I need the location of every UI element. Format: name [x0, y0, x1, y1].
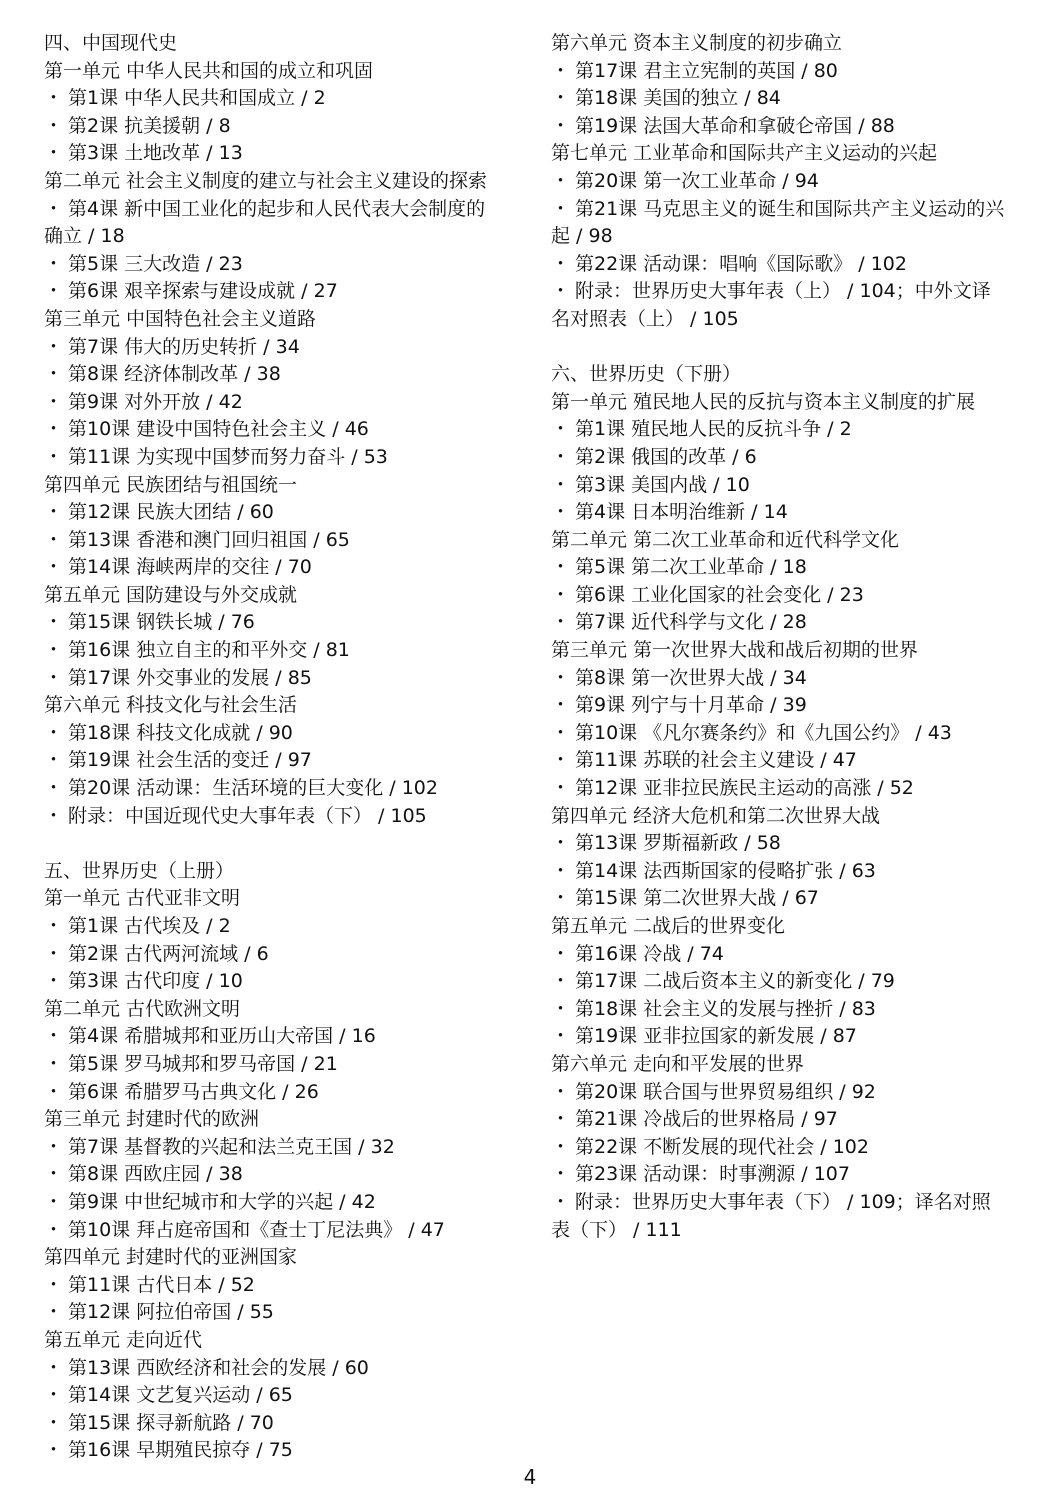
entry-text: 第10课 建设中国特色社会主义 / 46	[68, 418, 369, 441]
lesson-entry	[44, 803, 504, 831]
entry-text: 第13课 香港和澳门回归祖国 / 65	[68, 528, 350, 551]
lesson-entry	[551, 1023, 1013, 1051]
entry-text: 第2课 俄国的改革 / 6	[575, 445, 757, 468]
entry-text: 第14课 法西斯国家的侵略扩张 / 63	[575, 859, 876, 882]
bullet-icon: ・	[551, 280, 571, 303]
unit-heading	[551, 389, 1013, 417]
bullet-icon: ・	[551, 59, 571, 82]
bullet-icon: ・	[44, 1052, 64, 1075]
unit-heading	[44, 306, 504, 334]
unit-heading	[551, 913, 1013, 941]
entry-text: 第4课 日本明治维新 / 14	[575, 501, 788, 524]
lesson-entry	[44, 1161, 504, 1189]
bullet-icon: ・	[551, 832, 571, 855]
bullet-icon: ・	[551, 721, 571, 744]
entry-text: 第18课 美国的独立 / 84	[575, 87, 781, 110]
lesson-entry	[44, 1272, 504, 1300]
lesson-entry	[44, 637, 504, 665]
lesson-entry	[551, 1161, 1013, 1189]
lesson-entry	[44, 747, 504, 775]
entry-text: 第12课 阿拉伯帝国 / 55	[68, 1301, 274, 1324]
entry-text: 第12课 亚非拉民族民主运动的高涨 / 52	[575, 777, 914, 800]
entry-text: 第12课 民族大团结 / 60	[68, 501, 274, 524]
bullet-icon: ・	[44, 114, 64, 137]
unit-heading	[44, 582, 504, 610]
entry-text: 第7课 伟大的历史转折 / 34	[68, 335, 300, 358]
bullet-icon: ・	[44, 142, 64, 165]
lesson-entry	[551, 554, 1013, 582]
entry-text: 第4课 新中国工业化的起步和人民代表大会制度的	[68, 197, 486, 220]
entry-text: 第5课 三大改造 / 23	[68, 252, 243, 275]
lesson-entry	[44, 361, 504, 389]
unit-heading	[551, 30, 1013, 58]
lesson-entry	[551, 113, 1013, 141]
bullet-icon: ・	[551, 666, 571, 689]
lesson-entry	[44, 334, 504, 362]
bullet-icon: ・	[44, 666, 64, 689]
page-number: 4	[523, 1465, 537, 1489]
lesson-entry	[551, 85, 1013, 113]
lesson-entry	[551, 278, 1013, 306]
unit-heading	[44, 168, 504, 196]
entry-text: 第21课 冷战后的世界格局 / 97	[575, 1108, 838, 1131]
bullet-icon: ・	[44, 363, 64, 386]
lesson-entry	[44, 968, 504, 996]
entry-text: 第11课 古代日本 / 52	[68, 1273, 255, 1296]
spacer	[44, 830, 504, 858]
entry-text: 第15课 第二次世界大战 / 67	[575, 887, 819, 910]
bullet-icon: ・	[551, 473, 571, 496]
entry-text: 第11课 苏联的社会主义建设 / 47	[575, 749, 857, 772]
lesson-entry	[44, 140, 504, 168]
entry-text: 第16课 冷战 / 74	[575, 942, 724, 965]
entry-text: 第二单元 第二次工业革命和近代科学文化	[551, 528, 900, 551]
lesson-entry	[44, 775, 504, 803]
bullet-icon: ・	[551, 445, 571, 468]
bullet-icon: ・	[551, 694, 571, 717]
bullet-icon: ・	[44, 1384, 64, 1407]
entry-text: 第一单元 殖民地人民的反抗与资本主义制度的扩展	[551, 390, 976, 413]
bullet-icon: ・	[551, 997, 571, 1020]
entry-text: 第20课 活动课：生活环境的巨大变化 / 102	[68, 777, 438, 800]
entry-text: 第7课 基督教的兴起和法兰克王国 / 32	[68, 1135, 395, 1158]
lesson-entry	[551, 665, 1013, 693]
entry-text: 名对照表（上） / 105	[551, 307, 739, 330]
entry-text: 第18课 社会主义的发展与挫折 / 83	[575, 997, 876, 1020]
lesson-entry-continuation	[551, 306, 1013, 334]
lesson-entry	[551, 609, 1013, 637]
bullet-icon: ・	[44, 87, 64, 110]
bullet-icon: ・	[44, 197, 64, 220]
entry-text: 第1课 古代埃及 / 2	[68, 915, 231, 937]
lesson-entry	[44, 1437, 504, 1465]
lesson-entry	[44, 444, 504, 472]
lesson-entry	[44, 720, 504, 748]
left-column	[44, 30, 504, 1465]
bullet-icon: ・	[44, 445, 64, 468]
lesson-entry	[44, 609, 504, 637]
bullet-icon: ・	[44, 721, 64, 744]
bullet-icon: ・	[44, 639, 64, 662]
unit-heading	[44, 58, 504, 86]
unit-heading	[44, 1327, 504, 1355]
lesson-entry	[551, 996, 1013, 1024]
bullet-icon: ・	[44, 611, 64, 634]
bullet-icon: ・	[44, 777, 64, 800]
unit-heading	[44, 1106, 504, 1134]
bullet-icon: ・	[44, 280, 64, 303]
entry-text: 第2课 古代两河流域 / 6	[68, 942, 269, 965]
entry-text: 附录：中国近现代史大事年表（下） / 105	[68, 804, 427, 827]
entry-text: 第2课 抗美援朝 / 8	[68, 114, 231, 137]
entry-text: 第三单元 封建时代的欧洲	[44, 1108, 260, 1131]
lesson-entry	[551, 251, 1013, 279]
lesson-entry	[551, 885, 1013, 913]
entry-text: 第15课 钢铁长城 / 76	[68, 611, 255, 634]
lesson-entry	[44, 416, 504, 444]
lesson-entry	[551, 968, 1013, 996]
entry-text: 附录：世界历史大事年表（上） / 104；中外文译	[575, 280, 991, 303]
bullet-icon: ・	[44, 335, 64, 358]
lesson-entry	[551, 1189, 1013, 1217]
lesson-entry	[44, 85, 504, 113]
entry-text: 第七单元 工业革命和国际共产主义运动的兴起	[551, 142, 938, 165]
bullet-icon: ・	[44, 1356, 64, 1379]
entry-text: 第9课 对外开放 / 42	[68, 390, 243, 413]
unit-heading	[44, 1244, 504, 1272]
lesson-entry	[551, 444, 1013, 472]
bullet-icon: ・	[551, 418, 571, 441]
entry-text: 第7课 近代科学与文化 / 28	[575, 611, 807, 634]
lesson-entry	[44, 251, 504, 279]
bullet-icon: ・	[551, 501, 571, 524]
bullet-icon: ・	[44, 1080, 64, 1103]
bullet-icon: ・	[551, 1108, 571, 1131]
lesson-entry	[44, 196, 504, 224]
lesson-entry	[551, 416, 1013, 444]
bullet-icon: ・	[44, 1025, 64, 1048]
entry-text: 第21课 马克思主义的诞生和国际共产主义运动的兴	[575, 197, 1005, 220]
bullet-icon: ・	[44, 970, 64, 993]
entry-text: 第六单元 走向和平发展的世界	[551, 1052, 805, 1075]
entry-text: 附录：世界历史大事年表（下） / 109；译名对照	[575, 1190, 991, 1213]
lesson-entry	[44, 113, 504, 141]
entry-text: 第11课 为实现中国梦而努力奋斗 / 53	[68, 445, 388, 468]
entry-text: 第5课 第二次工业革命 / 18	[575, 556, 807, 579]
lesson-entry-continuation	[551, 1217, 1013, 1245]
lesson-entry	[551, 582, 1013, 610]
lesson-entry	[551, 1106, 1013, 1134]
entry-text: 第4课 希腊城邦和亚历山大帝国 / 16	[68, 1025, 376, 1048]
lesson-entry	[551, 1079, 1013, 1107]
lesson-entry	[44, 1079, 504, 1107]
entry-text: 六、世界历史（下册）	[551, 363, 742, 386]
lesson-entry	[551, 168, 1013, 196]
bullet-icon: ・	[44, 1301, 64, 1324]
lesson-entry	[44, 1023, 504, 1051]
lesson-entry	[551, 196, 1013, 224]
entry-text: 第16课 早期殖民掠夺 / 75	[68, 1439, 293, 1462]
entry-text: 表（下） / 111	[551, 1218, 682, 1241]
entry-text: 第9课 列宁与十月革命 / 39	[575, 694, 807, 717]
lesson-entry-continuation	[44, 223, 504, 251]
lesson-entry	[44, 389, 504, 417]
entry-text: 第13课 西欧经济和社会的发展 / 60	[68, 1356, 369, 1379]
bullet-icon: ・	[551, 887, 571, 910]
section-heading	[44, 858, 504, 886]
entry-text: 第9课 中世纪城市和大学的兴起 / 42	[68, 1190, 376, 1213]
lesson-entry	[44, 554, 504, 582]
entry-text: 第3课 美国内战 / 10	[575, 473, 750, 496]
lesson-entry	[44, 1051, 504, 1079]
entry-text: 第22课 活动课：唱响《国际歌》 / 102	[575, 252, 907, 275]
lesson-entry	[551, 830, 1013, 858]
bullet-icon: ・	[44, 1411, 64, 1434]
bullet-icon: ・	[44, 804, 64, 827]
unit-heading	[551, 637, 1013, 665]
bullet-icon: ・	[44, 1163, 64, 1186]
entry-text: 第20课 第一次工业革命 / 94	[575, 169, 819, 192]
entry-text: 第17课 外交事业的发展 / 85	[68, 666, 312, 689]
lesson-entry	[44, 278, 504, 306]
bullet-icon: ・	[551, 1163, 571, 1186]
entry-text: 第四单元 封建时代的亚洲国家	[44, 1246, 298, 1269]
entry-text: 第1课 殖民地人民的反抗斗争 / 2	[575, 418, 852, 441]
bullet-icon: ・	[44, 1190, 64, 1213]
bullet-icon: ・	[44, 1135, 64, 1158]
lesson-entry	[551, 747, 1013, 775]
section-heading	[44, 30, 504, 58]
bullet-icon: ・	[551, 1025, 571, 1048]
bullet-icon: ・	[551, 1135, 571, 1158]
entry-text: 第18课 科技文化成就 / 90	[68, 721, 293, 744]
entry-text: 第22课 不断发展的现代社会 / 102	[575, 1135, 869, 1158]
entry-text: 第17课 二战后资本主义的新变化 / 79	[575, 970, 895, 993]
entry-text: 第1课 中华人民共和国成立 / 2	[68, 87, 326, 110]
entry-text: 第14课 海峡两岸的交往 / 70	[68, 556, 312, 579]
entry-text: 第五单元 国防建设与外交成就	[44, 583, 298, 606]
entry-text: 第6课 工业化国家的社会变化 / 23	[575, 583, 864, 606]
lesson-entry	[44, 1382, 504, 1410]
unit-heading	[44, 996, 504, 1024]
entry-text: 第二单元 古代欧洲文明	[44, 997, 241, 1020]
entry-text: 第23课 活动课：时事溯源 / 107	[575, 1163, 850, 1186]
bullet-icon: ・	[551, 556, 571, 579]
entry-text: 第五单元 二战后的世界变化	[551, 915, 786, 937]
lesson-entry	[44, 1189, 504, 1217]
entry-text: 第六单元 科技文化与社会生活	[44, 694, 298, 717]
entry-text: 第五单元 走向近代	[44, 1328, 203, 1351]
bullet-icon: ・	[44, 501, 64, 524]
bullet-icon: ・	[551, 252, 571, 275]
bullet-icon: ・	[551, 611, 571, 634]
entry-text: 四、中国现代史	[44, 32, 178, 54]
bullet-icon: ・	[44, 1218, 64, 1241]
bullet-icon: ・	[44, 418, 64, 441]
entry-text: 第10课 《凡尔赛条约》和《九国公约》 / 43	[575, 721, 952, 744]
lesson-entry	[551, 775, 1013, 803]
lesson-entry	[44, 1217, 504, 1245]
entry-text: 第19课 法国大革命和拿破仑帝国 / 88	[575, 114, 895, 137]
lesson-entry	[44, 527, 504, 555]
entry-text: 第15课 探寻新航路 / 70	[68, 1411, 274, 1434]
entry-text: 第四单元 民族团结与祖国统一	[44, 473, 298, 496]
bullet-icon: ・	[44, 915, 64, 937]
unit-heading	[551, 803, 1013, 831]
entry-text: 第16课 独立自主的和平外交 / 81	[68, 639, 350, 662]
entry-text: 第四单元 经济大危机和第二次世界大战	[551, 804, 881, 827]
unit-heading	[44, 885, 504, 913]
bullet-icon: ・	[44, 1439, 64, 1462]
bullet-icon: ・	[44, 749, 64, 772]
entry-text: 第10课 拜占庭帝国和《查士丁尼法典》 / 47	[68, 1218, 445, 1241]
entry-text: 第一单元 古代亚非文明	[44, 887, 241, 910]
entry-text: 第三单元 第一次世界大战和战后初期的世界	[551, 639, 919, 662]
bullet-icon: ・	[551, 583, 571, 606]
section-heading	[551, 361, 1013, 389]
entry-text: 确立 / 18	[44, 225, 125, 248]
entry-text: 第3课 土地改革 / 13	[68, 142, 243, 165]
entry-text: 第14课 文艺复兴运动 / 65	[68, 1384, 293, 1407]
unit-heading	[551, 1051, 1013, 1079]
bullet-icon: ・	[44, 942, 64, 965]
entry-text: 第3课 古代印度 / 10	[68, 970, 243, 993]
entry-text: 第一单元 中华人民共和国的成立和巩固	[44, 59, 374, 82]
bullet-icon: ・	[44, 556, 64, 579]
bullet-icon: ・	[551, 87, 571, 110]
lesson-entry	[44, 1134, 504, 1162]
entry-text: 第13课 罗斯福新政 / 58	[575, 832, 781, 855]
entry-text: 第6课 希腊罗马古典文化 / 26	[68, 1080, 319, 1103]
entry-text: 第三单元 中国特色社会主义道路	[44, 307, 317, 330]
bullet-icon: ・	[551, 859, 571, 882]
bullet-icon: ・	[551, 197, 571, 220]
bullet-icon: ・	[551, 114, 571, 137]
entry-text: 起 / 98	[551, 225, 613, 248]
entry-text: 第19课 社会生活的变迁 / 97	[68, 749, 312, 772]
lesson-entry	[44, 1355, 504, 1383]
entry-text: 第17课 君主立宪制的英国 / 80	[575, 59, 838, 82]
bullet-icon: ・	[551, 1190, 571, 1213]
unit-heading	[44, 692, 504, 720]
lesson-entry	[44, 913, 504, 941]
lesson-entry	[551, 499, 1013, 527]
bullet-icon: ・	[44, 1273, 64, 1296]
unit-heading	[44, 472, 504, 500]
lesson-entry-continuation	[551, 223, 1013, 251]
entry-text: 第六单元 资本主义制度的初步确立	[551, 32, 843, 54]
unit-heading	[551, 140, 1013, 168]
lesson-entry	[44, 1299, 504, 1327]
lesson-entry	[551, 858, 1013, 886]
entry-text: 五、世界历史（上册）	[44, 859, 235, 882]
lesson-entry	[44, 1410, 504, 1438]
lesson-entry	[551, 692, 1013, 720]
right-column	[551, 30, 1013, 1244]
entry-text: 第8课 经济体制改革 / 38	[68, 363, 281, 386]
bullet-icon: ・	[551, 1080, 571, 1103]
spacer	[551, 334, 1013, 362]
bullet-icon: ・	[44, 390, 64, 413]
lesson-entry	[44, 499, 504, 527]
unit-heading	[551, 527, 1013, 555]
entry-text: 第二单元 社会主义制度的建立与社会主义建设的探索	[44, 169, 488, 192]
lesson-entry	[551, 58, 1013, 86]
bullet-icon: ・	[551, 942, 571, 965]
lesson-entry	[44, 941, 504, 969]
lesson-entry	[44, 665, 504, 693]
entry-text: 第20课 联合国与世界贸易组织 / 92	[575, 1080, 876, 1103]
entry-text: 第5课 罗马城邦和罗马帝国 / 21	[68, 1052, 338, 1075]
bullet-icon: ・	[44, 252, 64, 275]
bullet-icon: ・	[551, 970, 571, 993]
lesson-entry	[551, 720, 1013, 748]
bullet-icon: ・	[551, 169, 571, 192]
lesson-entry	[551, 1134, 1013, 1162]
bullet-icon: ・	[44, 528, 64, 551]
entry-text: 第8课 第一次世界大战 / 34	[575, 666, 807, 689]
bullet-icon: ・	[551, 749, 571, 772]
bullet-icon: ・	[551, 777, 571, 800]
entry-text: 第6课 艰辛探索与建设成就 / 27	[68, 280, 338, 303]
lesson-entry	[551, 472, 1013, 500]
entry-text: 第8课 西欧庄园 / 38	[68, 1163, 243, 1186]
lesson-entry	[551, 941, 1013, 969]
entry-text: 第19课 亚非拉国家的新发展 / 87	[575, 1025, 857, 1048]
